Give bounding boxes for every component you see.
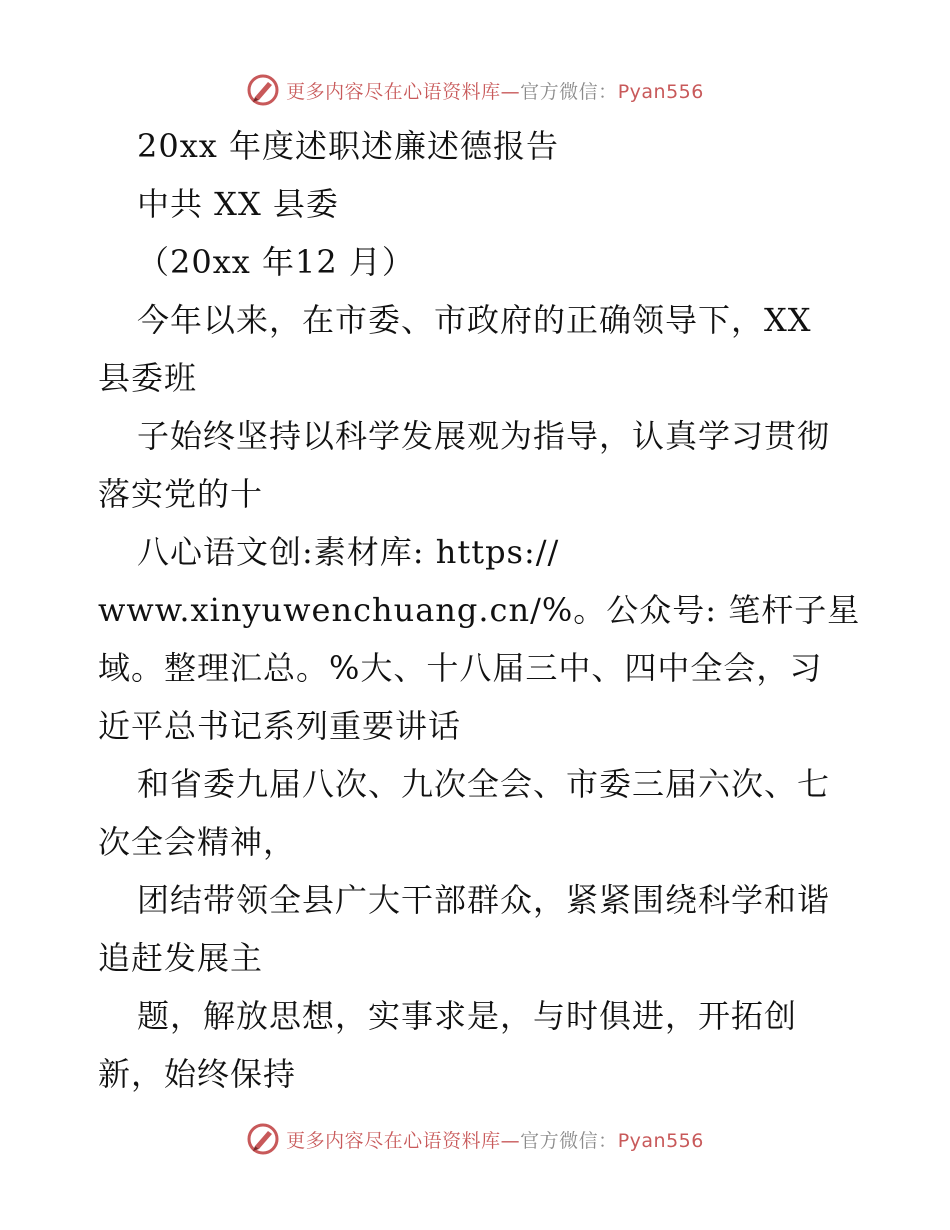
paragraph-line: 新，始终保持	[98, 1055, 297, 1093]
document-author: 中共 XX 县委	[137, 185, 339, 223]
banner-text: 更多内容尽在心语资料库—官方微信：Pyan556	[286, 80, 704, 103]
pen-logo-icon	[246, 73, 280, 107]
paragraph-line: 落实党的十	[98, 475, 264, 513]
paragraph-line: 县委班	[98, 359, 198, 397]
footer-watermark-banner	[0, 1119, 950, 1159]
paragraph-line: 子始终坚持以科学发展观为指导，认真学习贯彻	[137, 417, 831, 455]
header-watermark-banner	[0, 70, 950, 110]
paragraph-line: 近平总书记系列重要讲话	[98, 707, 462, 745]
document-date: （20xx 年12 月）	[137, 243, 415, 281]
paragraph-line: 追赶发展主	[98, 939, 264, 977]
paragraph-line: www.xinyuwenchuang.cn/%。公众号: 笔杆子星	[98, 591, 861, 629]
paragraph-line: 域。整理汇总。%大、十八届三中、四中全会，习	[98, 649, 823, 687]
document-title: 20xx 年度述职述廉述德报告	[137, 127, 559, 165]
paragraph-line: 题，解放思想，实事求是，与时俱进，开拓创	[137, 997, 798, 1035]
paragraph-line: 和省委九届八次、九次全会、市委三届六次、七	[137, 765, 831, 803]
paragraph-line: 次全会精神，	[98, 823, 297, 861]
banner-text: 更多内容尽在心语资料库—官方微信：Pyan556	[286, 1129, 704, 1152]
paragraph-line: 八心语文创:素材库: https://	[137, 533, 560, 571]
paragraph-line: 今年以来，在市委、市政府的正确领导下，XX	[137, 301, 812, 339]
pen-logo-icon	[246, 1122, 280, 1156]
paragraph-line: 团结带领全县广大干部群众，紧紧围绕科学和谐	[137, 881, 831, 919]
